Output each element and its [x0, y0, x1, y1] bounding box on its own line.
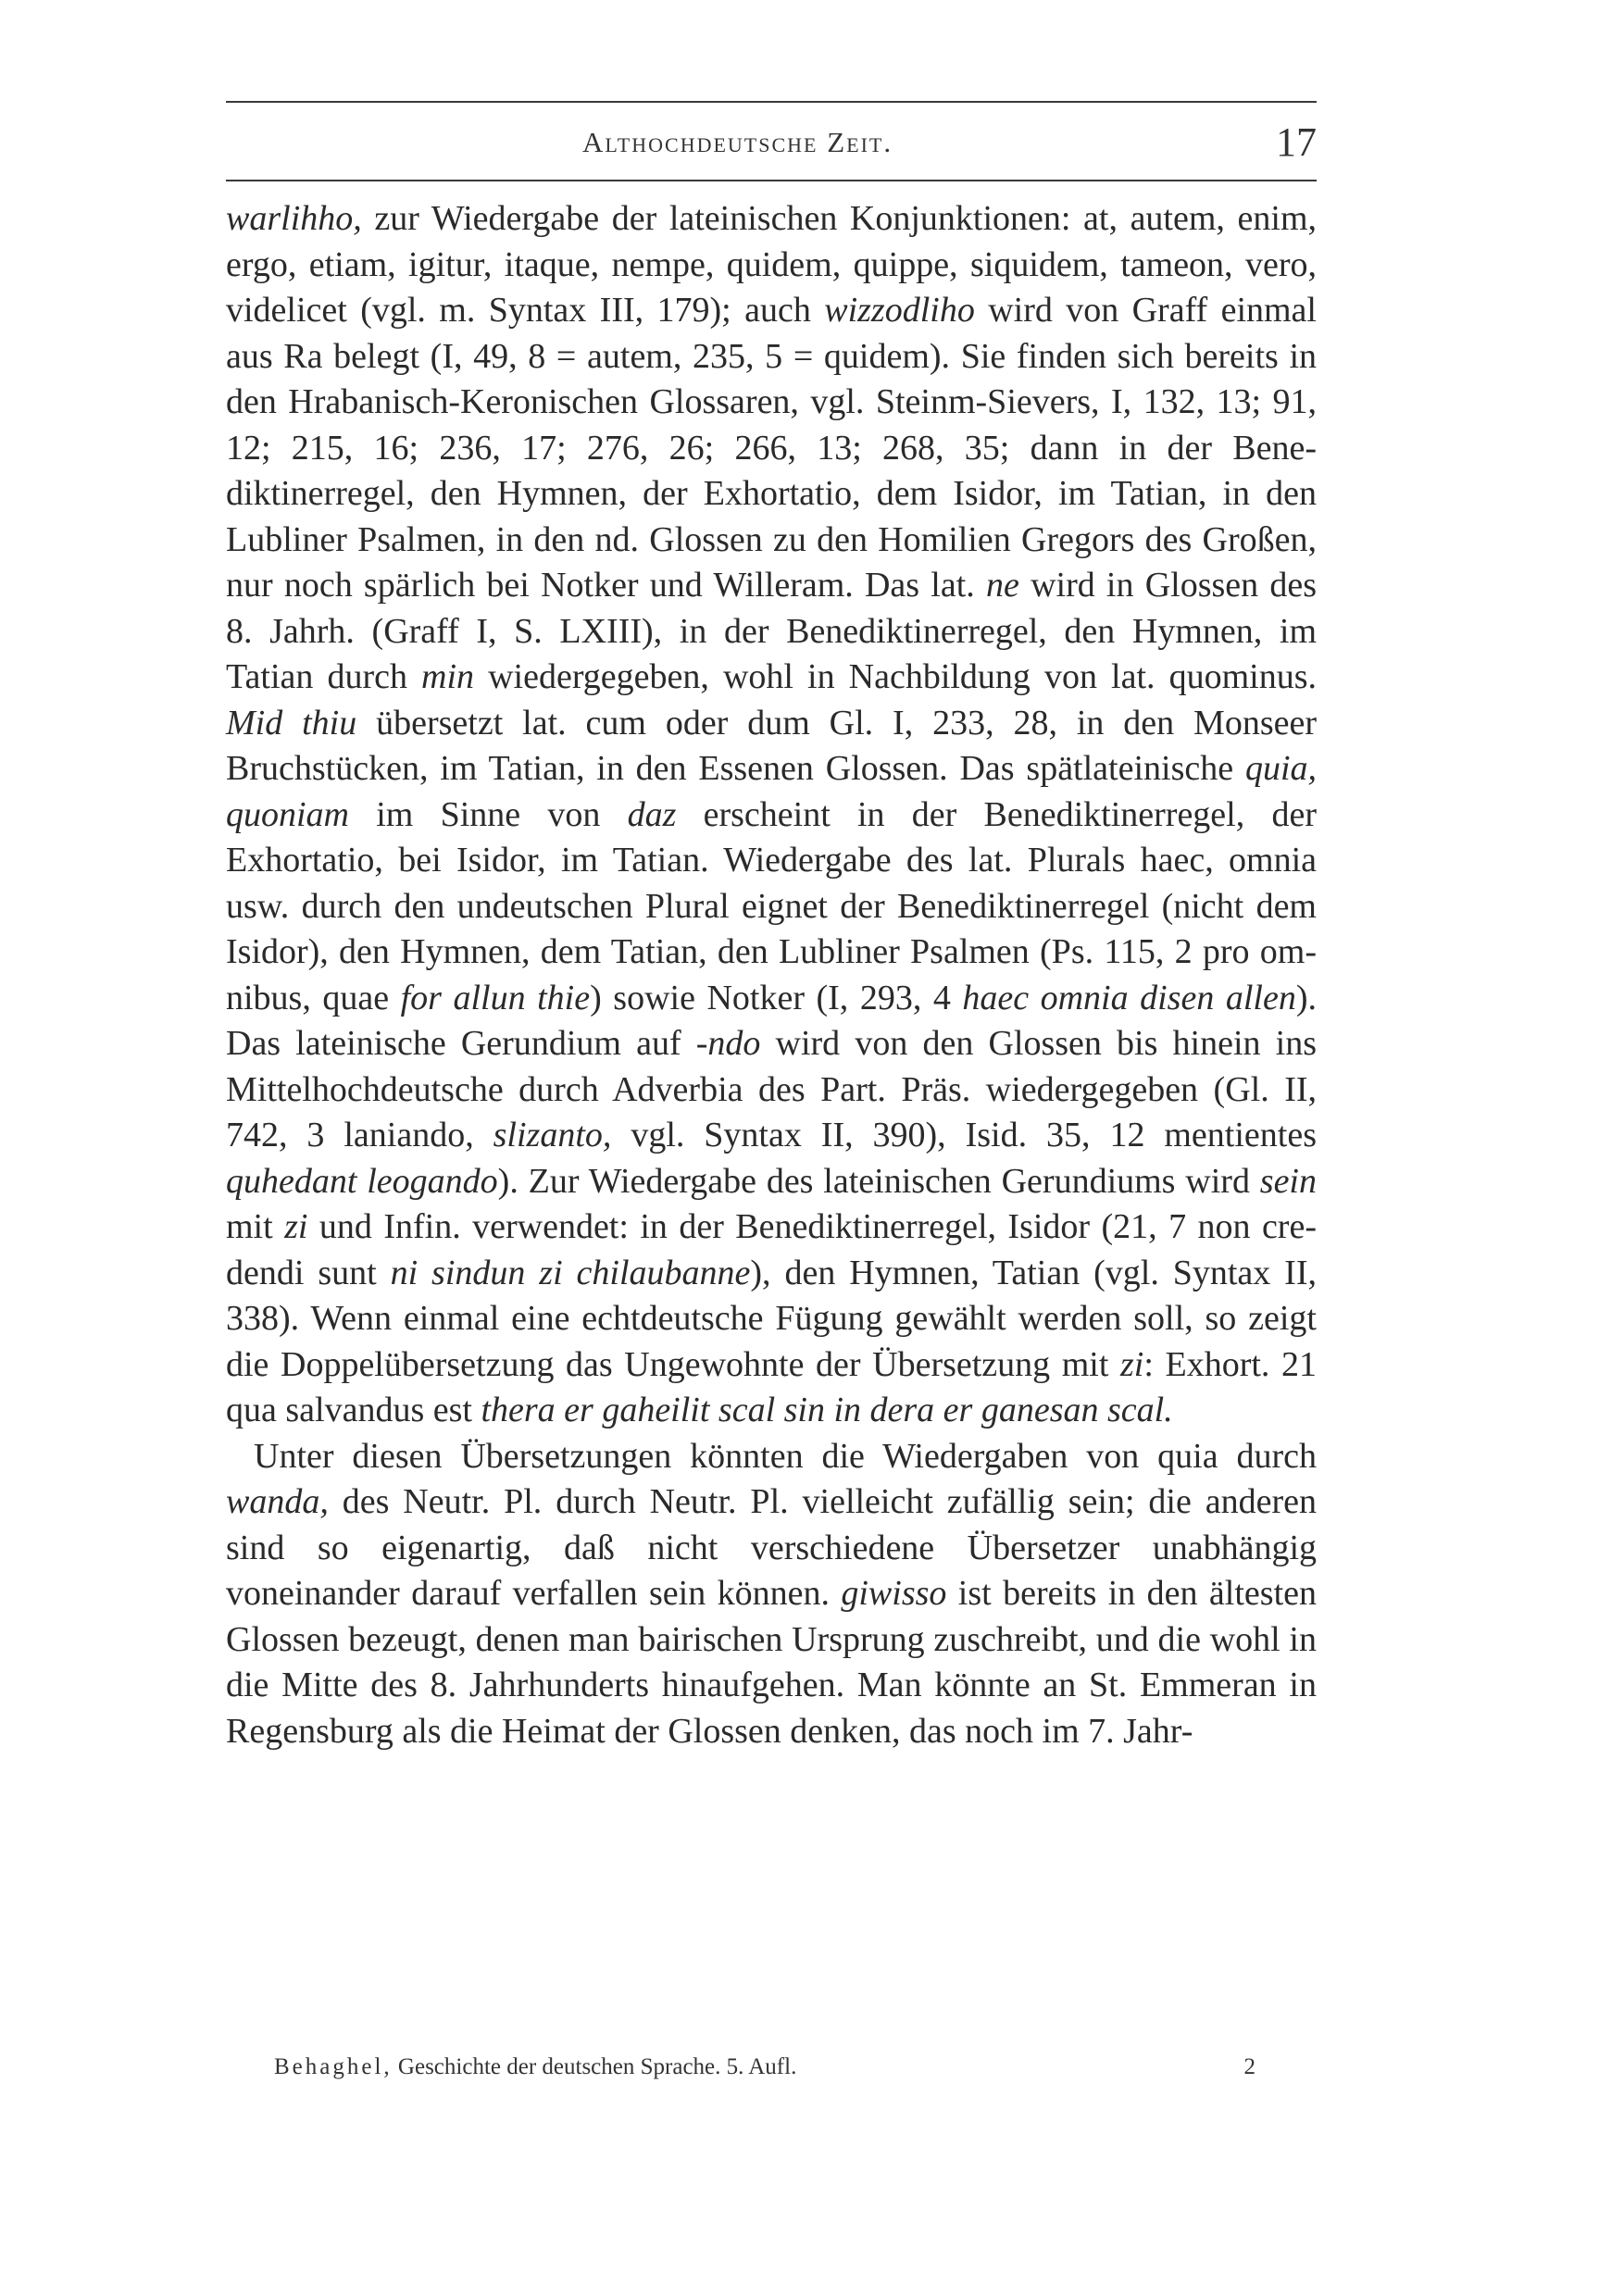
footer-author: Behaghel,: [274, 2054, 393, 2079]
italic-term: Mid thiu: [226, 703, 357, 742]
text-run: ) sowie Notker (I, 293, 4: [590, 978, 963, 1017]
italic-term: ni sindun zi chilaubanne: [390, 1253, 751, 1292]
text-run: erscheint in der Benediktinerregel, der Exhortatio, bei Isidor, im Tatian. Wiedergabe des lat. Plurals haec, omnia usw. durch den undeutschen Plural eignet der Benediktinerregel (nicht dem Isidor), den Hymnen, dem Tatian, den Lubliner Psalmen (Ps. 115, 2 pro omnibus, quae: [226, 794, 1317, 1017]
italic-term: quia, quoniam: [226, 749, 1317, 834]
italic-term: ne: [985, 566, 1019, 605]
page-number: 17: [1276, 119, 1317, 165]
text-run: wird von Graff einmal aus Ra belegt (I, 49, 8 = autem, 235, 5 = quidem). Sie finden sich bereits in den Hrabanisch-Keronischen Glossaren, vgl. Steinm-Sievers, I, 132, 13; 91, 12; 215, 16; 236, 17; 276, 26; 266, 13; 268, 35; dann in der Benediktinerregel, den Hymnen, der Exhortatio, dem Isidor, im Tatian, in den Lubliner Psalmen, in den nd. Glossen zu den Homilien Gregors des Großen, nur noch spärlich bei Notker und Willeram. Das lat.: [226, 291, 1317, 605]
italic-term: quhedant leogando: [226, 1161, 498, 1201]
italic-term: daz: [627, 794, 677, 834]
italic-term: warlihho,: [226, 199, 362, 238]
text-run: ). Zur Wiedergabe des lateinischen Gerundiums wird: [497, 1161, 1260, 1201]
text-run: Unter diesen Übersetzungen könnten die Wiedergaben von quia durch: [254, 1436, 1317, 1476]
paragraph-1: [226, 196, 1317, 1434]
italic-term: zi: [284, 1207, 308, 1246]
italic-term: for allun thie: [400, 978, 591, 1017]
italic-term: giwisso: [841, 1574, 947, 1613]
text-run: mit: [226, 1207, 285, 1246]
text-run: zur Wiedergabe der lateinischen Konjunktionen: at, autem, enim, ergo, etiam, igitur, itaque, nempe, quidem, quippe, siquidem, tameon, vero, videlicet (vgl. m. Syntax III, 179); auch: [226, 199, 1317, 330]
italic-term: slizanto,: [493, 1116, 612, 1154]
body-text: [226, 196, 1317, 1754]
running-head: [226, 119, 1317, 174]
text-run: und Infin. verwendet: in der Benediktinerregel, Isidor (21, 7 non credendi sunt: [226, 1207, 1317, 1292]
text-run: im Sinne von: [349, 794, 628, 834]
italic-term: haec omnia disen allen: [962, 978, 1296, 1017]
top-rule: [226, 101, 1317, 103]
italic-term: sein: [1259, 1161, 1317, 1201]
header-rule: [226, 180, 1317, 181]
text-run: übersetzt lat. cum oder dum Gl. I, 233, 28, in den Monseer Bruchstücken, im Tatian, in den Essenen Glossen. Das spätlateinische: [226, 703, 1318, 788]
text-run: ). Das lateinische Gerundium auf: [226, 978, 1317, 1063]
paragraph-2: [226, 1434, 1317, 1755]
footer-title: Geschichte der deutschen Sprache. 5. Aufl.: [392, 2054, 797, 2079]
text-run: wird von den Glossen bis hinein ins Mittelhochdeutsche durch Adverbia des Part. Präs. wiedergegeben (Gl. II, 742, 3 laniando,: [226, 1024, 1317, 1154]
italic-term: wanda,: [226, 1482, 329, 1521]
italic-term: -ndo: [695, 1024, 761, 1063]
text-run: wiedergegeben, wohl in Nachbildung von lat. quominus.: [474, 657, 1317, 696]
text-run: : Exhort. 21 qua salvandus est: [226, 1344, 1317, 1429]
signature-mark: 2: [1243, 2054, 1255, 2079]
italic-term: thera er gaheilit scal sin in dera er ganesan scal.: [481, 1391, 1173, 1429]
text-run: ), den Hymnen, Tatian (vgl. Syntax II, 338). Wenn einmal eine echtdeutsche Fügung gewählt werden soll, so zeigt die Doppelübersetzung das Ungewohnte der Übersetzung mit: [226, 1253, 1317, 1384]
text-run: wird in Glossen des 8. Jahrh. (Graff I, S. LXIII), in der Benediktinerregel, den Hymnen, im Tatian durch: [226, 566, 1317, 696]
text-run: ist bereits in den ältesten Glossen bezeugt, denen man bairischen Ursprung zuschreibt, und die wohl in die Mitte des 8. Jahrhunderts hinaufgehen. Man könnte an St. Emmeran in Regensburg als die Heimat der Glossen denken, das noch im 7. Jahr-: [226, 1574, 1317, 1751]
text-run: des Neutr. Pl. durch Neutr. Pl. vielleicht zufällig sein; die anderen sind so eigenartig, daß nicht verschiedene Übersetzer unabhängig voneinander darauf verfallen sein können.: [226, 1482, 1317, 1613]
italic-term: min: [421, 657, 475, 696]
footer: [274, 2054, 1255, 2091]
italic-term: zi: [1120, 1344, 1144, 1384]
text-run: vgl. Syntax II, 390), Isid. 35, 12 mentientes: [611, 1116, 1317, 1154]
running-title: Althochdeutsche Zeit.: [582, 126, 893, 158]
italic-term: wizzodliho: [824, 291, 975, 330]
